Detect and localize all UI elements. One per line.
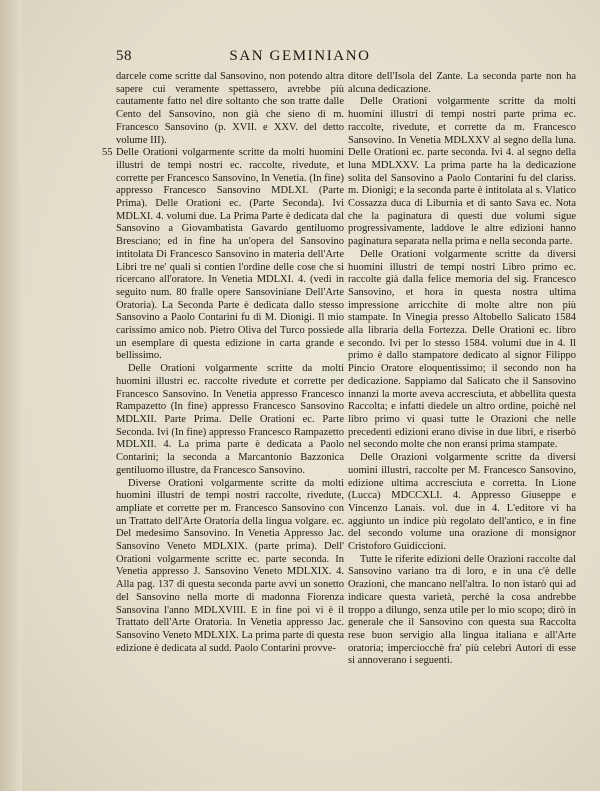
left-column: [102, 71, 344, 655]
page-number: 58: [116, 48, 132, 64]
entry-number: 55: [102, 147, 113, 159]
bibliography-entry-55: [102, 147, 344, 363]
bibliography-entry: Delle Orationi volgarmente scritte da diversi huomini illustri de tempi nostri Libro primo ec. raccolte già dalla felice memoria del sig. Francesco Sansovino, et hora in questa nostra ultima impressione arricchite di molte altre non più stampate. In Vinegia presso Altobello Salicato 1584 alla libraria della Fortezza. Delle Orationi ec. libro secondo. Ivi per lo stesso 1584. volumi due in 4. Il primo è dallo stampatore dedicato al signor Filippo Pincio Oratore eloquentissimo; il secondo non ha dedicazione. Sappiamo dal Salicato che il Sansovino innanzi la morte aveva accresciuta, et abbellita questa Raccolta; e infatti diedele un altro ordine, poichè nel libro primo vi quasi tutte le Orazioni che nelle precedenti edizioni erano divise in due libri, e riserbò nel secondo molte che non eransi prima stampate.: [348, 248, 576, 451]
entry-text: Delle Orationi volgarmente scritte da molti huomini illustri de tempi nostri ec. raccolte, rivedute, et corrette per Francesco Sansovino, In Venetia. (In fine) appresso Francesco Sansovino MDLXI. (Parte Prima). Delle Orationi ec. (Parte Seconda). Ivi MDLXI. 4. volumi due. La Prima Parte è dedicata dal Sansovino a Giovambatista Gavardo gentiluomo Bresciano; ed in fine ha un'opera del Sansovino intitolata Di Francesco Sansovino in materia dell'Arte Libri tre ne' quali si contien l'ordine delle cose che si ricercano all'oratore. In Venetia MDLXI. 4. (vedi in seguito num. 80 fralle opere Sansoviniane Dell'Arte Oratoria). La Seconda Parte è dedicata dallo stesso Sansovino a Paolo Contarini fu di M. Dionigi. Il mio carissimo amico nob. Pietro Oliva del Turco possiede un esemplare di questa edizione in carta grande e bellissimo.: [116, 147, 344, 362]
page-header: [0, 48, 600, 70]
paragraph-continuation: ditore dell'Isola del Zante. La seconda parte non ha alcuna dedicazione.: [348, 71, 576, 95]
paragraph-continuation: darcele come scritte dal Sansovino, non potendo altra sapere cui veramente spettassero, avrebbe più cautamente fatto nel dire soltanto che son tratte dalle Cento del Sansovino, non già che sieno di m. Francesco Sansovino (p. XVII. e XXV. del detto volume III).: [116, 71, 344, 146]
bibliography-entry: Delle Orationi volgarmente scritte da molti huomini illustri di tempi nostri parte prima ec. raccolte, rivedute, et corrette da m. Francesco Sansovino. In Venetia MDLXXV al segno della luna. Delle Orationi ec. parte seconda. Ivi 4. al segno della luna MDLXXV. La prima parte ha la dedicazione solita del Sansovino a Paolo Contarini fu del clariss. m. Dionigi; e la seconda parte è intitolata al s. Vlatico Cossazza duca di Liburnia et di santo Sava ec. Nota che la paginatura di questi due volumi sigue progressivamente, laddove le altre edizioni hanno paginatura separata nella prima e nella seconda parte.: [348, 96, 576, 248]
running-title: SAN GEMINIANO: [229, 48, 371, 64]
page-edge-shadow: [0, 0, 22, 791]
closing-paragraph: Tutte le riferite edizioni delle Orazioni raccolte dal Sansovino variano tra di loro, e in una c'è delle Orazioni, che mancano nell'altra. Io non istarò qui ad indicare questa varietà, perchè la cosa andrebbe troppo a dilungo, senza utile per lo mio scopo; dirò in generale che il Sansovino con questa sua Raccolta rese buon servigio alla lingua italiana e all'Arte oratoria; imperciocchè fra' più celebri Autori di esse si annoverano i seguenti.: [348, 553, 576, 667]
bibliography-entry: Diverse Orationi volgarmente scritte da molti huomini illustri de tempi nostri raccolte, rivedute, ampliate et corrette per m. Francesco Sansovino con un Trattato dell'Arte Oratoria della lingua volgare. ec. Del medesimo Sansovino. In Venetia Appresso Jac. Sansovino Veneto MDLXIX. (parte prima). Dell' Orationi volgarmente scritte ec. parte seconda. In Venetia appresso J. Sansovino Veneto MDLXIX. 4. Alla pag. 137 di questa seconda parte avvi un sonetto del Sansovino nella morte di madonna Fiorenza Sansovina l'anno MDLXVIII. E in fine poi vi è il Trattato dell'Arte Oratoria. In Venetia appresso Jac. Sansovino Veneto MDLXIX. La prima parte di questa edizione è dedicata al sudd. Paolo Contarini provve-: [116, 477, 344, 654]
bibliography-entry: Delle Orationi volgarmente scritte da molti huomini illustri ec. raccolte rivedute et corrette per Francesco Sansovino. In Venetia appresso Francesco Rampazetto (In fine) appresso Francesco Sansovino MDLXII. Parte Prima. Delle Orationi ec. Parte Seconda. Ivi (In fine) appresso Francesco Rampazetto MDLXII. 4. La prima parte è dedicata a Paolo Contarini; la seconda a Marcantonio Bazzonica gentiluomo illustre, da Francesco Sansovino.: [116, 363, 344, 476]
right-column: [348, 71, 576, 668]
bibliography-entry: Delle Orazioni volgarmente scritte da diversi uomini illustri, raccolte per M. Francesco Sansovino, edizione ultima accresciuta e corretta. In Lione (Lucca) MDCCXLI. 4. Appresso Giuseppe e Vincenzo Lanais. vol. due in 4. L'editore vi ha aggiunto un indice più regolato dell'antico, e in fine del secondo volume una orazione di monsignor Cristoforo Guidiccioni.: [348, 452, 576, 553]
